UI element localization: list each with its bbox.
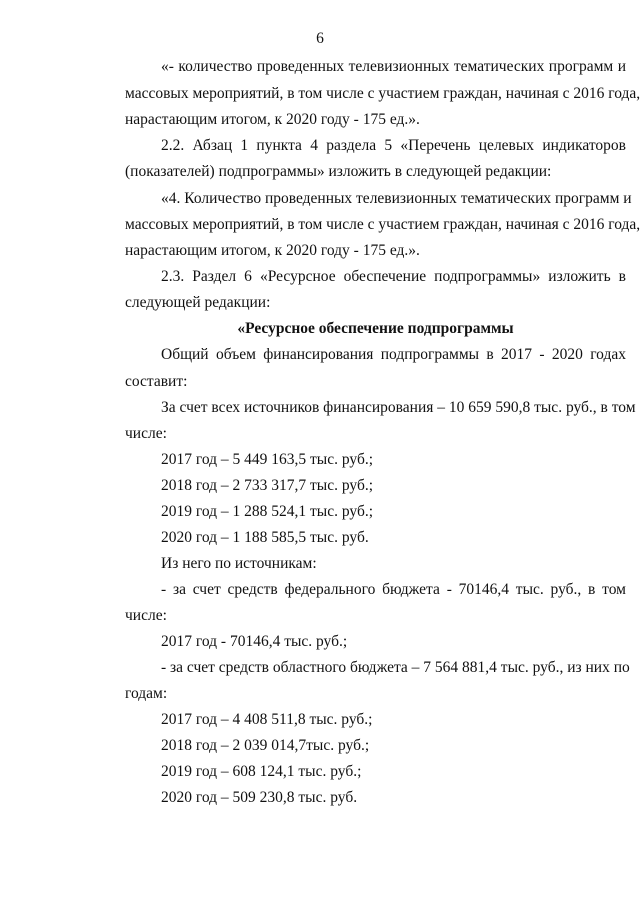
funding-year-line: 2017 год - 70146,4 тыс. руб.; <box>161 633 348 650</box>
funding-year-line: 2017 год – 5 449 163,5 тыс. руб.; <box>161 451 374 468</box>
paragraph-line: массовых мероприятий, в том числе с участием граждан, начиная с 2016 года, <box>125 216 640 233</box>
paragraph-line: Из него по источникам: <box>161 555 317 572</box>
funding-year-line: 2019 год – 608 124,1 тыс. руб.; <box>161 763 362 780</box>
section-heading: «Ресурсное обеспечение подпрограммы <box>237 320 514 337</box>
funding-year-line: 2017 год – 4 408 511,8 тыс. руб.; <box>161 711 373 728</box>
funding-year-line: 2020 год – 509 230,8 тыс. руб. <box>161 789 358 806</box>
paragraph-line: (показателей) подпрограммы» изложить в следующей редакции: <box>125 163 552 180</box>
paragraph-line: «4. Количество проведенных телевизионных тематических программ и <box>161 190 632 207</box>
funding-year-line: 2019 год – 1 288 524,1 тыс. руб.; <box>161 503 374 520</box>
paragraph-line: годам: <box>125 685 168 702</box>
paragraph-line: следующей редакции: <box>125 294 271 311</box>
funding-year-line: 2018 год – 2 039 014,7тыс. руб.; <box>161 737 370 754</box>
paragraph-line: - за счет средств федерального бюджета - 70146,4 тыс. руб., в том <box>161 581 626 598</box>
funding-year-line: 2018 год – 2 733 317,7 тыс. руб.; <box>161 477 374 494</box>
paragraph-line: массовых мероприятий, в том числе с участием граждан, начиная с 2016 года, <box>125 85 640 102</box>
paragraph-line: 2.2. Абзац 1 пункта 4 раздела 5 «Перечень целевых индикаторов <box>161 137 626 154</box>
paragraph-line: составит: <box>125 373 188 390</box>
funding-year-line: 2020 год – 1 188 585,5 тыс. руб. <box>161 529 369 546</box>
paragraph-line: За счет всех источников финансирования – 10 659 590,8 тыс. руб., в том <box>161 399 636 416</box>
paragraph-line: числе: <box>125 607 167 624</box>
paragraph-line: числе: <box>125 425 167 442</box>
paragraph-line: 2.3. Раздел 6 «Ресурсное обеспечение подпрограммы» изложить в <box>161 268 626 285</box>
page-number: 6 <box>316 30 324 47</box>
paragraph-line: «- количество проведенных телевизионных тематических программ и <box>161 58 626 75</box>
paragraph-line: - за счет средств областного бюджета – 7 564 881,4 тыс. руб., из них по <box>161 659 630 676</box>
paragraph-line: Общий объем финансирования подпрограммы в 2017 - 2020 годах <box>161 346 626 363</box>
paragraph-line: нарастающим итогом, к 2020 году - 175 ед.». <box>125 242 420 259</box>
paragraph-line: нарастающим итогом, к 2020 году - 175 ед.». <box>125 111 420 128</box>
